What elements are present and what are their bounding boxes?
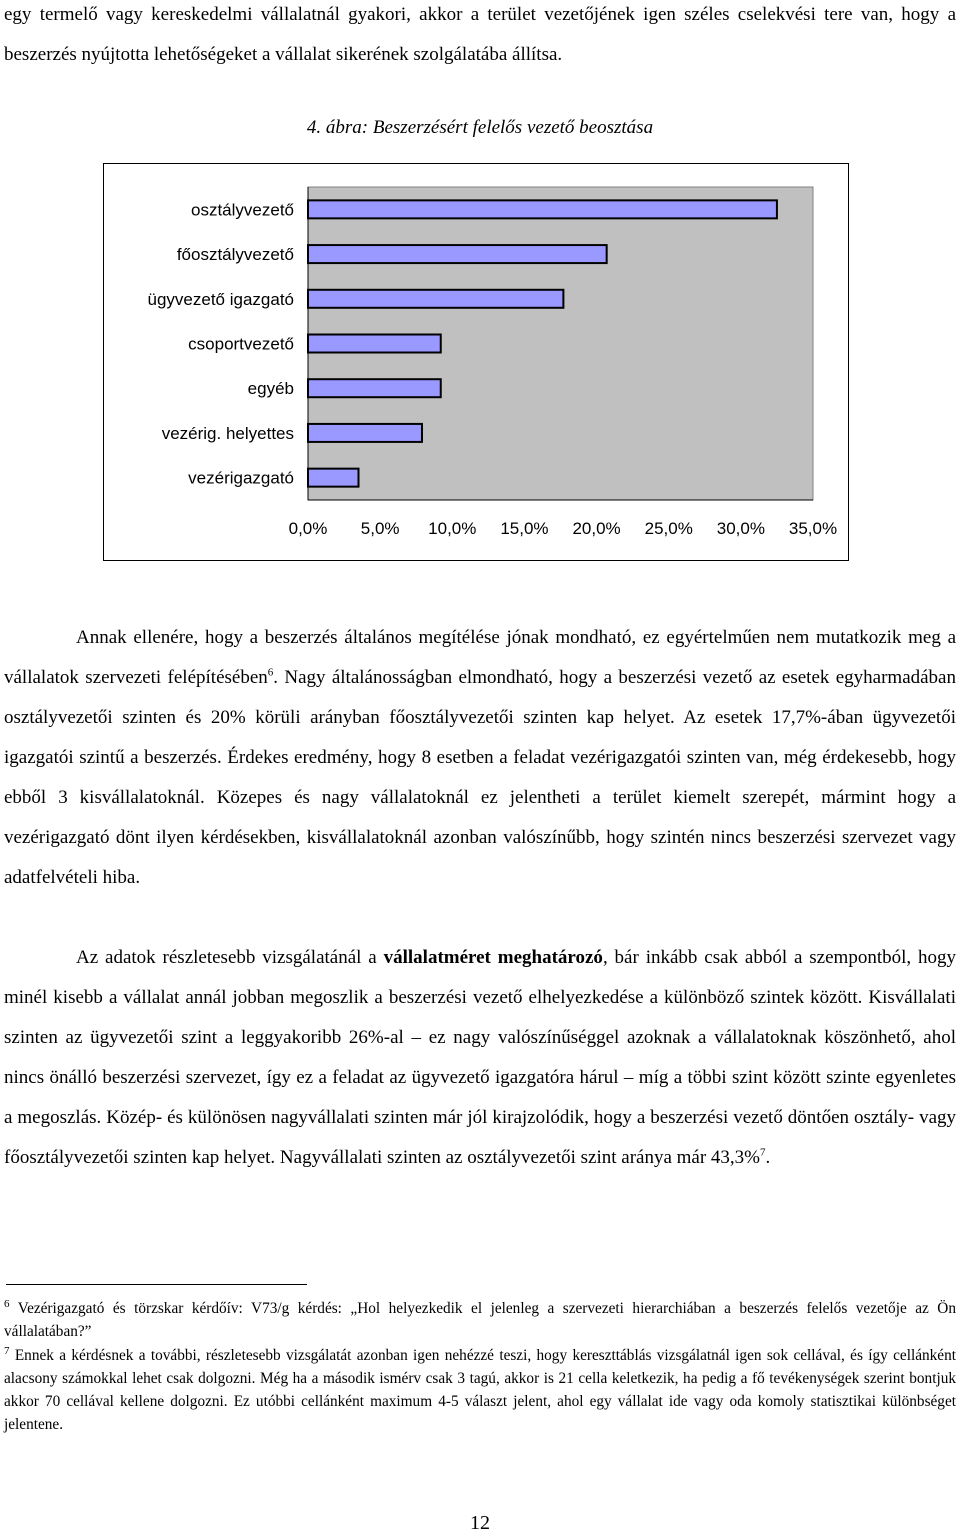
paragraph-2-bold: vállalatméret meghatározó (383, 947, 603, 968)
x-tick-label-7: 35,0% (788, 519, 838, 538)
category-label-5: vezérig. helyettes (161, 423, 294, 443)
category-label-2: ügyvezető igazgató (147, 289, 294, 309)
bar-chart (103, 163, 849, 561)
footnote-6-number: 6 (4, 1297, 10, 1310)
footnote-7-number: 7 (4, 1344, 10, 1357)
footnote-separator (6, 1284, 307, 1285)
bar-6 (308, 469, 359, 487)
category-label-4: egyéb (247, 379, 294, 399)
footnote-ref-7: 7 (760, 1146, 766, 1159)
footnote-6-text: Vezérigazgató és törzskar kérdőív: V73/g kérdés: „Hol helyezkedik el jelenleg a szervezeti hierarchiában a beszerzés felelős vezetője az Ön vállalatában?” (4, 1300, 956, 1340)
category-label-6: vezérigazgató (188, 468, 294, 488)
x-tick-label-4: 20,0% (572, 519, 621, 538)
bar-1 (308, 245, 607, 263)
category-label-1: főosztályvezető (176, 245, 294, 265)
chart-svg (104, 164, 848, 560)
paragraph-1 (4, 618, 956, 898)
x-tick-label-6: 30,0% (716, 519, 765, 538)
paragraph-1-text-b: . Nagy általánosságban elmondható, hogy a beszerzési vezető az esetek egyharmadában osztályvezetői szinten és 20% körüli arányban főosztályvezetői szinten kap helyet. Az esetek 17,7%-ában ügyvezetői igazgatói szintű a beszerzés. Érdekes eredmény, hogy 8 esetben a feladat vezérigazgatói szinten van, még érdekesebb, hogy ebből 3 kisvállalatoknál. Közepes és nagy vállalatoknál ez jelentheti a terület kiemelt szerepét, mármint hogy a vezérigazgató dönt ilyen kérdésekben, kisvállalatoknál azonban valószínűbb, hogy szintén nincs beszerzési szervezet vagy adatfelvételi hiba. (4, 667, 956, 888)
x-tick-label-2: 10,0% (428, 519, 477, 538)
x-tick-label-0: 0,0% (288, 519, 328, 538)
intro-paragraph: egy termelő vagy kereskedelmi vállalatnál gyakori, akkor a terület vezetőjének igen széles cselekvési tere van, hogy a beszerzés nyújtotta lehetőségeket a vállalat sikerének szolgálatába állítsa. (4, 4, 956, 65)
x-tick-label-5: 25,0% (644, 519, 693, 538)
paragraph-2 (4, 938, 956, 1178)
category-label-0: osztályvezető (191, 200, 294, 220)
bar-4 (308, 379, 441, 397)
footnote-7 (4, 1344, 956, 1436)
x-tick-label-1: 5,0% (360, 519, 400, 538)
bar-3 (308, 335, 441, 353)
bar-5 (308, 424, 422, 442)
bar-0 (308, 200, 777, 218)
bar-2 (308, 290, 563, 308)
footnote-ref-6: 6 (267, 666, 274, 679)
x-tick-label-3: 15,0% (500, 519, 549, 538)
paragraph-2-text-a: Az adatok részletesebb vizsgálatánál a (76, 947, 384, 968)
footnote-6 (4, 1297, 956, 1343)
footnote-7-text: Ennek a kérdésnek a további, részletesebb vizsgálatát azonban igen nehézzé teszi, hogy kereszttáblás vizsgálatnál igen sok cellával, és így cellánként alacsony számokkal lehet csak dolgozni. Még ha a második ismérv csak 3 tagú, akkor is 21 cella keletkezik, ha pedig a fő tevékenységek szerint bontjuk akkor 70 cellával kellene dolgozni. Ez utóbbi cellánként maximum 4-5 választ jelent, ahol egy vállalat ide vagy oda komoly statisztikai különbséget jelentene. (4, 1347, 956, 1433)
paragraph-2-text-c: . (765, 1147, 771, 1168)
figure-caption: 4. ábra: Beszerzésért felelős vezető beosztása (306, 117, 654, 138)
category-label-3: csoportvezető (188, 334, 294, 354)
paragraph-2-text-b: , bár inkább csak abból a szempontból, hogy minél kisebb a vállalat annál jobban megoszlik a beszerzési vezető elhelyezkedése a különböző szintek között. Kisvállalati szinten az ügyvezetői szint a leggyakoribb 26%-al – ez nagy valószínűséggel azoknak a vállalatoknak köszönhető, ahol nincs önálló beszerzési szervezet, így ez a feladat az ügyvezető igazgatóra hárul – míg a többi szint között szinte egyenletes a megoszlás. Közép- és különösen nagyvállalati szinten már jól kirajzolódik, hogy a beszerzési vezető döntően osztály- vagy főosztályvezetői szinten kap helyet. Nagyvállalati szinten az osztályvezetői szint aránya már 43,3% (4, 947, 957, 1168)
paragraph-1-text-a: Annak ellenére, hogy a beszerzés általános megítélése jónak mondható, ez egyértelműen nem mutatkozik meg a vállalatok szervezeti felépítésében (4, 627, 956, 688)
page-number: 12 (470, 1512, 490, 1534)
